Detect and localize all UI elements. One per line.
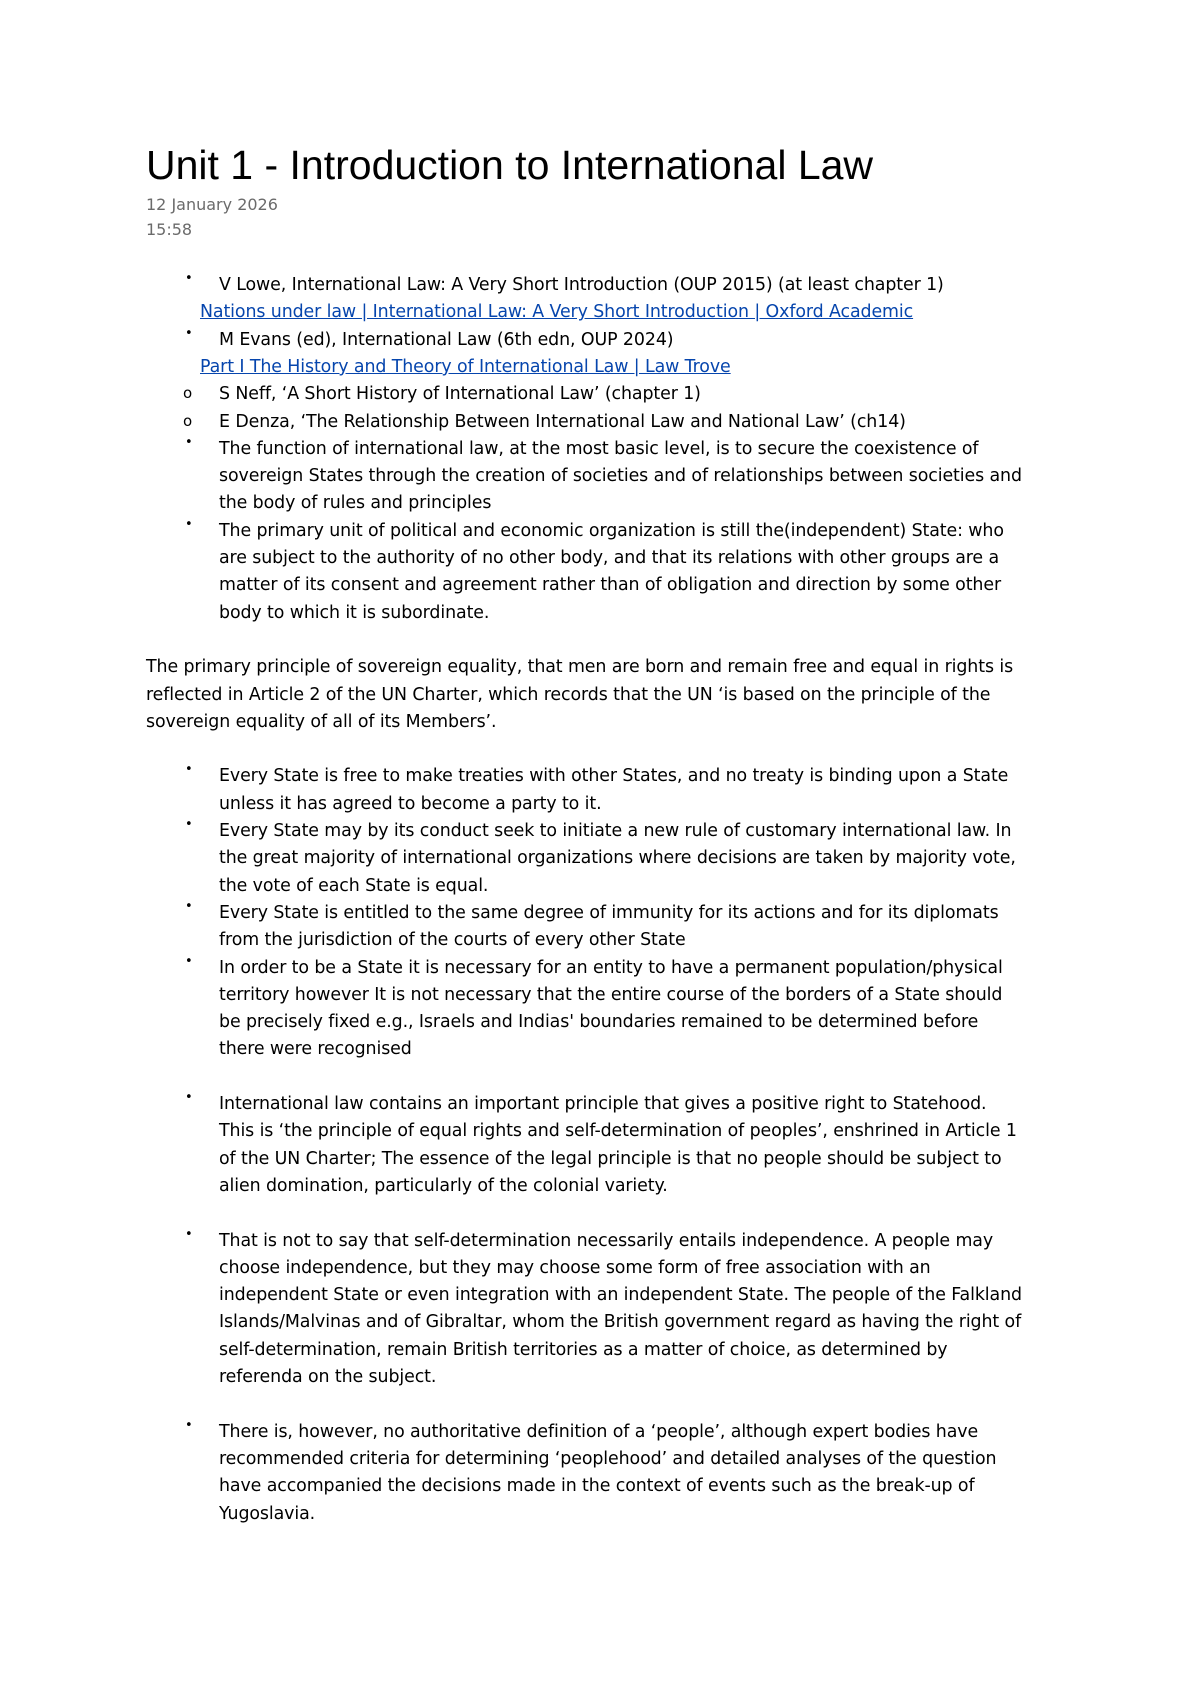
list-item-line: have accompanied the decisions made in the context of events such as the break-up of <box>219 1476 975 1497</box>
bullet-icon: • <box>185 1417 193 1433</box>
list-item-line: self-determination, remain British territories as a matter of choice, as determined by <box>219 1339 948 1360</box>
page-title: Unit 1 - Introduction to International Law <box>146 142 874 188</box>
note-date: 12 January 2026 <box>146 195 278 214</box>
list-item-line: are subject to the authority of no other body, and that its relations with other groups are a <box>219 548 1000 568</box>
list-item-line: alien domination, particularly of the colonial variety. <box>219 1175 668 1196</box>
bullet-icon: • <box>185 762 193 778</box>
list-item-line: matter of its consent and agreement rather than of obligation and direction by some other <box>219 575 1001 596</box>
list-item-line: referenda on the subject. <box>219 1367 437 1387</box>
list-item-line: unless it has agreed to become a party to it. <box>219 793 602 814</box>
list-item-line: there were recognised <box>219 1039 412 1060</box>
list-item-line: In order to be a State it is necessary for an entity to have a permanent population/physical <box>219 957 1003 978</box>
list-item-line: There is, however, no authoritative definition of a ‘people’, although expert bodies have <box>219 1421 979 1442</box>
paragraph-line: The primary principle of sovereign equality, that men are born and remain free and equal in rights is <box>146 657 1014 678</box>
note-time: 15:58 <box>146 220 193 239</box>
bullet-icon: • <box>185 1226 193 1242</box>
list-item-line: This is ‘the principle of equal rights and self-determination of peoples’, enshrined in Article 1 <box>219 1121 1017 1142</box>
list-item-line: Yugoslavia. <box>219 1503 316 1524</box>
list-item-line: choose independence, but they may choose some form of free association with an <box>219 1257 931 1278</box>
list-item-line: Every State may by its conduct seek to initiate a new rule of customary international law. In <box>219 821 1012 841</box>
reference-link[interactable]: Part I The History and Theory of International Law | Law Trove <box>200 356 731 377</box>
list-item-line: V Lowe, International Law: A Very Short Introduction (OUP 2015) (at least chapter 1) <box>219 275 944 295</box>
list-item-line: recommended criteria for determining ‘peoplehood’ and detailed analyses of the question <box>219 1448 997 1469</box>
reference-link[interactable]: Nations under law | International Law: A Very Short Introduction | Oxford Academic <box>200 302 914 323</box>
list-item-line: The function of international law, at the most basic level, is to secure the coexistence of <box>219 438 979 459</box>
bullet-icon: • <box>185 325 193 341</box>
list-item-line: territory however It is not necessary that the entire course of the borders of a State should <box>219 984 1003 1005</box>
list-item-line: S Neff, ‘A Short History of International Law’ (chapter 1) <box>219 384 701 405</box>
bullet-icon: • <box>185 953 193 969</box>
list-item-line: independent State or even integration with an independent State. The people of the Falkland <box>219 1285 1022 1306</box>
bullet-icon: • <box>185 898 193 914</box>
list-item-line: the vote of each State is equal. <box>219 875 489 896</box>
list-item-line: International law contains an important principle that gives a positive right to Statehood. <box>219 1094 987 1114</box>
list-item-line: E Denza, ‘The Relationship Between International Law and National Law’ (ch14) <box>219 411 906 432</box>
bullet-icon: • <box>185 1090 193 1105</box>
list-item-line: of the UN Charter; The essence of the legal principle is that no people should be subject to <box>219 1148 1002 1169</box>
paragraph-line: reflected in Article 2 of the UN Charter, which records that the UN ‘is based on the principle of the <box>146 684 991 705</box>
list-item-line: M Evans (ed), International Law (6th edn, OUP 2024) <box>219 329 674 350</box>
list-item-line: That is not to say that self-determination necessarily entails independence. A people may <box>219 1230 994 1251</box>
bullet-icon: • <box>185 516 193 532</box>
list-item-line: the great majority of international organizations where decisions are taken by majority vote, <box>219 848 1016 869</box>
list-item-line: The primary unit of political and economic organization is still the(independent) State: who <box>219 520 1004 541</box>
list-item-line: be precisely fixed e.g., Israels and Indias' boundaries remained to be determined before <box>219 1012 979 1033</box>
list-item-line: Every State is entitled to the same degree of immunity for its actions and for its diplomats <box>219 902 999 923</box>
list-item-line: body to which it is subordinate. <box>219 602 490 623</box>
list-item-line: sovereign States through the creation of societies and of relationships between societies and <box>219 466 1022 487</box>
circle-bullet-icon: o <box>183 411 193 430</box>
list-item-line: the body of rules and principles <box>219 493 492 514</box>
bullet-icon: • <box>185 434 193 450</box>
list-item-line: Islands/Malvinas and of Gibraltar, whom the British government regard as having the right of <box>219 1312 1022 1333</box>
bullet-icon: • <box>185 271 193 286</box>
paragraph-line: sovereign equality of all of its Members’. <box>146 711 497 732</box>
bullet-icon: • <box>185 817 193 832</box>
list-item-line: Every State is free to make treaties with other States, and no treaty is binding upon a State <box>219 766 1009 787</box>
circle-bullet-icon: o <box>183 384 193 403</box>
list-item-line: from the jurisdiction of the courts of every other State <box>219 930 686 951</box>
